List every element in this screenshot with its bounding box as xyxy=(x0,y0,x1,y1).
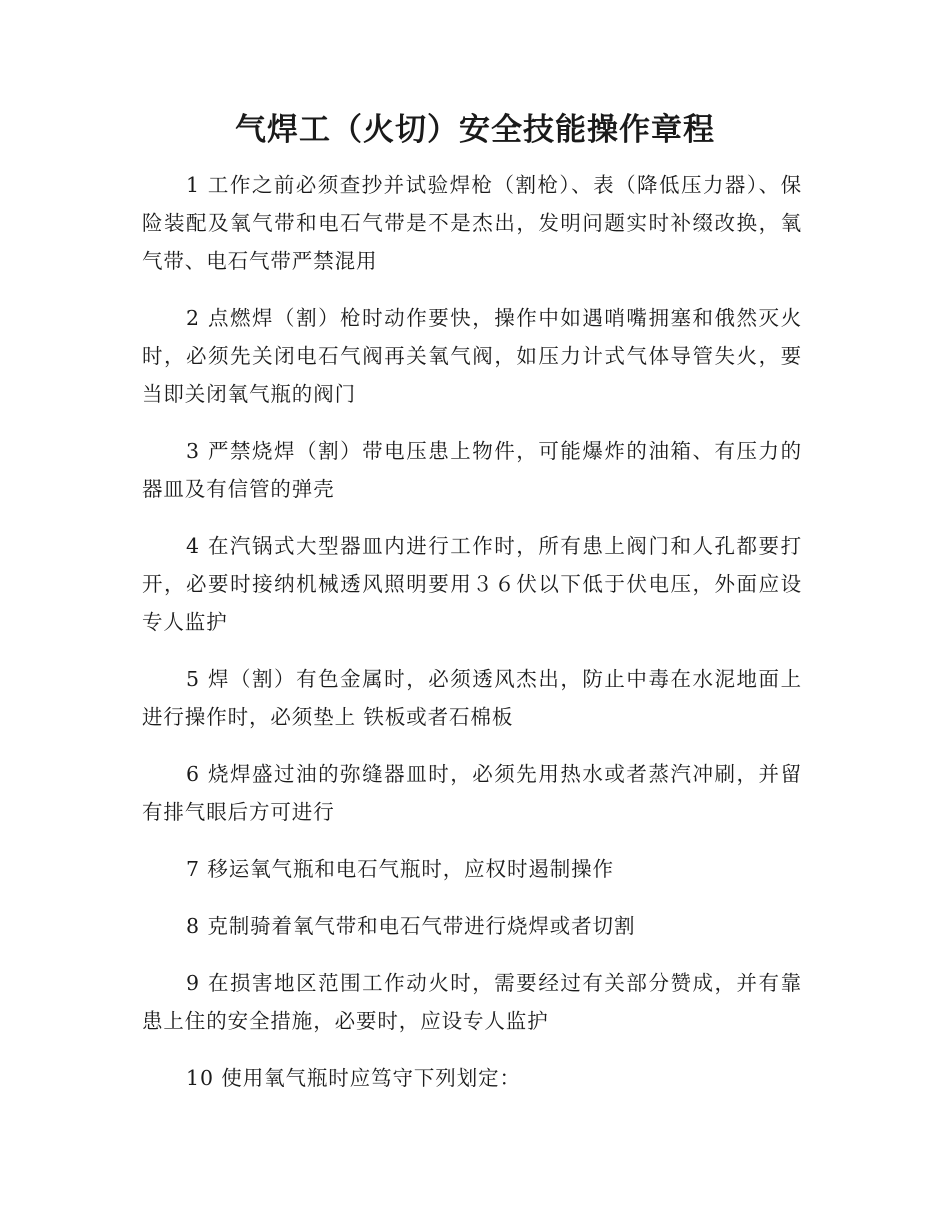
rule-paragraph-8: 8 克制骑着氧气带和电石气带进行烧焊或者切割 xyxy=(186,914,636,938)
rule-paragraph-9: 9 在损害地区范围工作动火时，需要经过有关部分赞成，并有靠患上住的安全措施，必要时，应设专人监护 xyxy=(142,971,802,1033)
rule-paragraph-7: 7 移运氧气瓶和电石气瓶时，应权时遏制操作 xyxy=(186,857,614,881)
rule-paragraph-4: 4 在汽锅式大型器皿内进行工作时，所有患上阀门和人孔都要打开，必要时接纳机械透风照明要用３６伏以下低于伏电压，外面应设专人监护 xyxy=(142,534,802,634)
rule-paragraph-3: 3 严禁烧焊（割）带电压患上物件，可能爆炸的油箱、有压力的器皿及有信管的弹壳 xyxy=(142,439,802,501)
rule-paragraph-1: 1 工作之前必须查抄并试验焊枪（割枪）、表（降低压力器）、保险装配及氧气带和电石气带是不是杰出，发明问题实时补缀改换，氧气带、电石气带严禁混用 xyxy=(142,173,802,273)
rule-paragraph-6: 6 烧焊盛过油的弥缝器皿时，必须先用热水或者蒸汽冲刷，并留有排气眼后方可进行 xyxy=(142,762,802,824)
document-body xyxy=(142,166,802,1116)
rule-paragraph-10: 10 使用氧气瓶时应笃守下列划定： xyxy=(186,1066,521,1090)
rule-paragraph-2: 2 点燃焊（割）枪时动作要快，操作中如遇哨嘴拥塞和俄然灭火时，必须先关闭电石气阀再关氧气阀，如压力计式气体导管失火，要当即关闭氧气瓶的阀门 xyxy=(142,306,802,406)
document-title: 气焊工（火切）安全技能操作章程 xyxy=(235,112,715,148)
rule-paragraph-5: 5 焊（割）有色金属时，必须透风杰出，防止中毒在水泥地面上进行操作时，必须垫上 铁板或者石棉板 xyxy=(142,667,802,729)
